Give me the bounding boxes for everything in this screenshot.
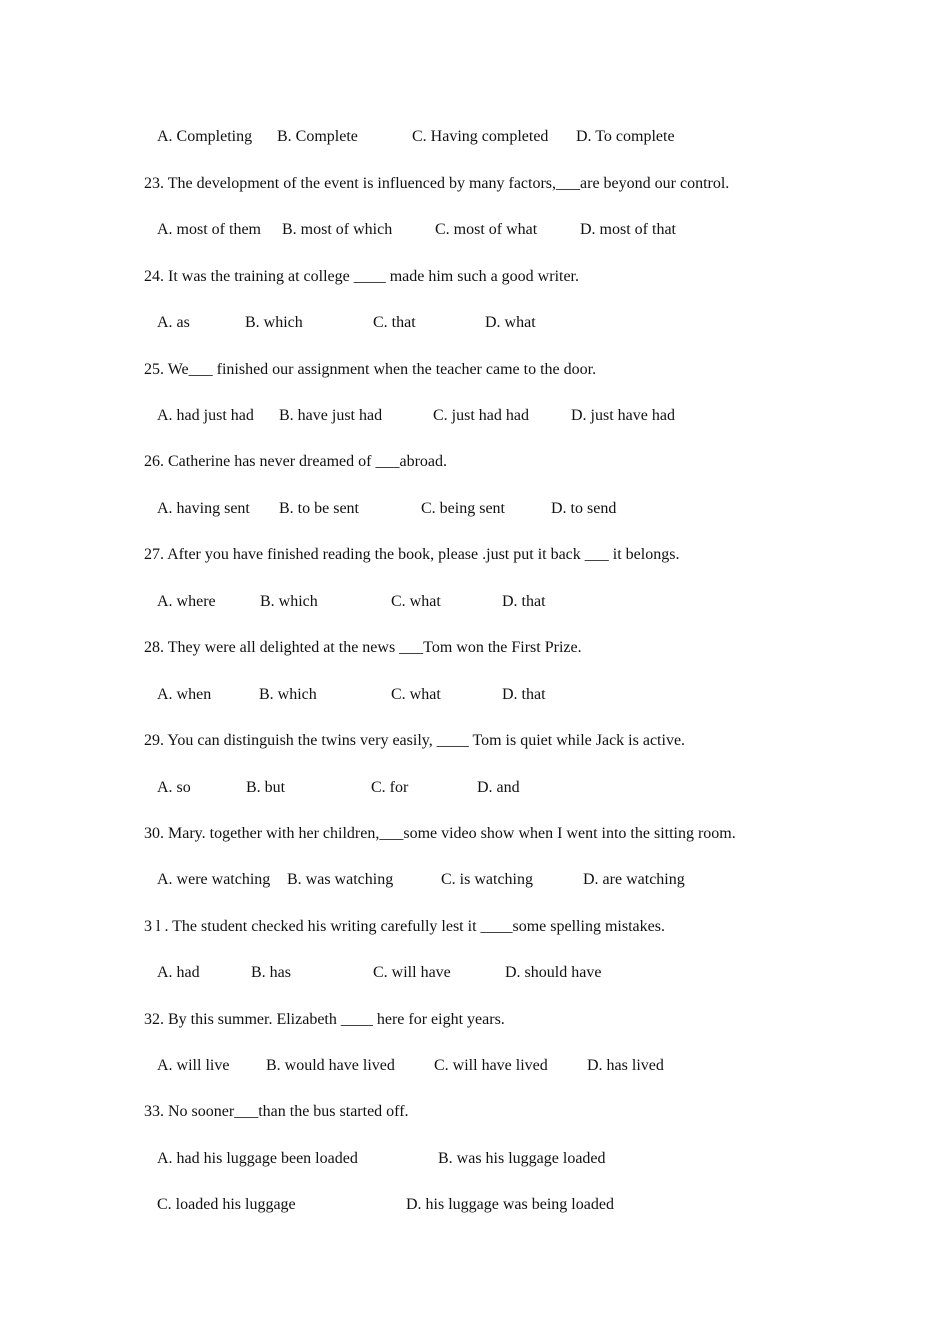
answer-option: D. To complete — [576, 128, 675, 145]
answer-option: B. Complete — [277, 128, 358, 145]
answer-option: D. that — [502, 686, 546, 703]
answer-option: C. what — [391, 686, 441, 703]
answer-option: B. which — [245, 314, 303, 331]
answer-option: C. loaded his luggage — [157, 1196, 296, 1213]
answer-option: D. his luggage was being loaded — [406, 1196, 614, 1213]
answer-option: B. to be sent — [279, 500, 359, 517]
answer-option: C. that — [373, 314, 416, 331]
question-text: 33. No sooner___than the bus started off. — [144, 1103, 409, 1120]
answer-option: B. have just had — [279, 407, 383, 424]
question-text: 29. You can distinguish the twins very easily, ____ Tom is quiet while Jack is active. — [144, 732, 686, 749]
answer-option: A. were watching — [157, 871, 271, 888]
answer-option: D. what — [485, 314, 536, 331]
answer-option: D. and — [477, 779, 520, 796]
answer-option: B. most of which — [282, 221, 393, 238]
answer-option: D. to send — [551, 500, 617, 517]
answer-option: A. where — [157, 593, 216, 610]
answer-option: A. when — [157, 686, 212, 703]
answer-option: B. which — [260, 593, 318, 610]
answer-option: B. has — [251, 964, 291, 981]
answer-option: A. Completing — [157, 128, 253, 145]
answer-option: B. was his luggage loaded — [438, 1150, 606, 1167]
question-text: 3 l . The student checked his writing carefully lest it ____some spelling mistakes. — [144, 918, 665, 935]
answer-option: B. would have lived — [266, 1057, 395, 1074]
answer-option: C. Having completed — [412, 128, 549, 145]
answer-option: C. being sent — [421, 500, 505, 517]
answer-option: C. is watching — [441, 871, 533, 888]
answer-option: A. had his luggage been loaded — [157, 1150, 358, 1167]
question-text: 23. The development of the event is influenced by many factors,___are beyond our control. — [144, 175, 730, 192]
answer-option: D. just have had — [571, 407, 675, 424]
question-text: 30. Mary. together with her children,___some video show when I went into the sitting room. — [144, 825, 736, 842]
answer-option: D. are watching — [583, 871, 685, 888]
answer-option: B. which — [259, 686, 317, 703]
answer-option: A. most of them — [157, 221, 261, 238]
answer-option: A. as — [157, 314, 190, 331]
answer-option: A. had — [157, 964, 200, 981]
question-text: 27. After you have finished reading the book, please .just put it back ___ it belongs. — [144, 546, 680, 563]
answer-option: C. just had had — [433, 407, 529, 424]
answer-option: D. should have — [505, 964, 602, 981]
question-text: 28. They were all delighted at the news ___Tom won the First Prize. — [144, 639, 582, 656]
answer-option: A. had just had — [157, 407, 254, 424]
answer-option: B. but — [246, 779, 286, 796]
answer-option: A. having sent — [157, 500, 250, 517]
answer-option: D. most of that — [580, 221, 676, 238]
answer-option: D. that — [502, 593, 546, 610]
answer-option: C. will have — [373, 964, 451, 981]
question-text: 26. Catherine has never dreamed of ___abroad. — [144, 453, 447, 470]
answer-option: A. so — [157, 779, 191, 796]
question-text: 24. It was the training at college ____ made him such a good writer. — [144, 268, 579, 285]
answer-option: C. for — [371, 779, 409, 796]
answer-option: C. most of what — [435, 221, 538, 238]
answer-option: C. will have lived — [434, 1057, 548, 1074]
answer-option: A. will live — [157, 1057, 230, 1074]
question-text: 32. By this summer. Elizabeth ____ here for eight years. — [144, 1011, 505, 1028]
question-text: 25. We___ finished our assignment when the teacher came to the door. — [144, 361, 597, 378]
answer-option: B. was watching — [287, 871, 394, 888]
answer-option: C. what — [391, 593, 441, 610]
answer-option: D. has lived — [587, 1057, 664, 1074]
